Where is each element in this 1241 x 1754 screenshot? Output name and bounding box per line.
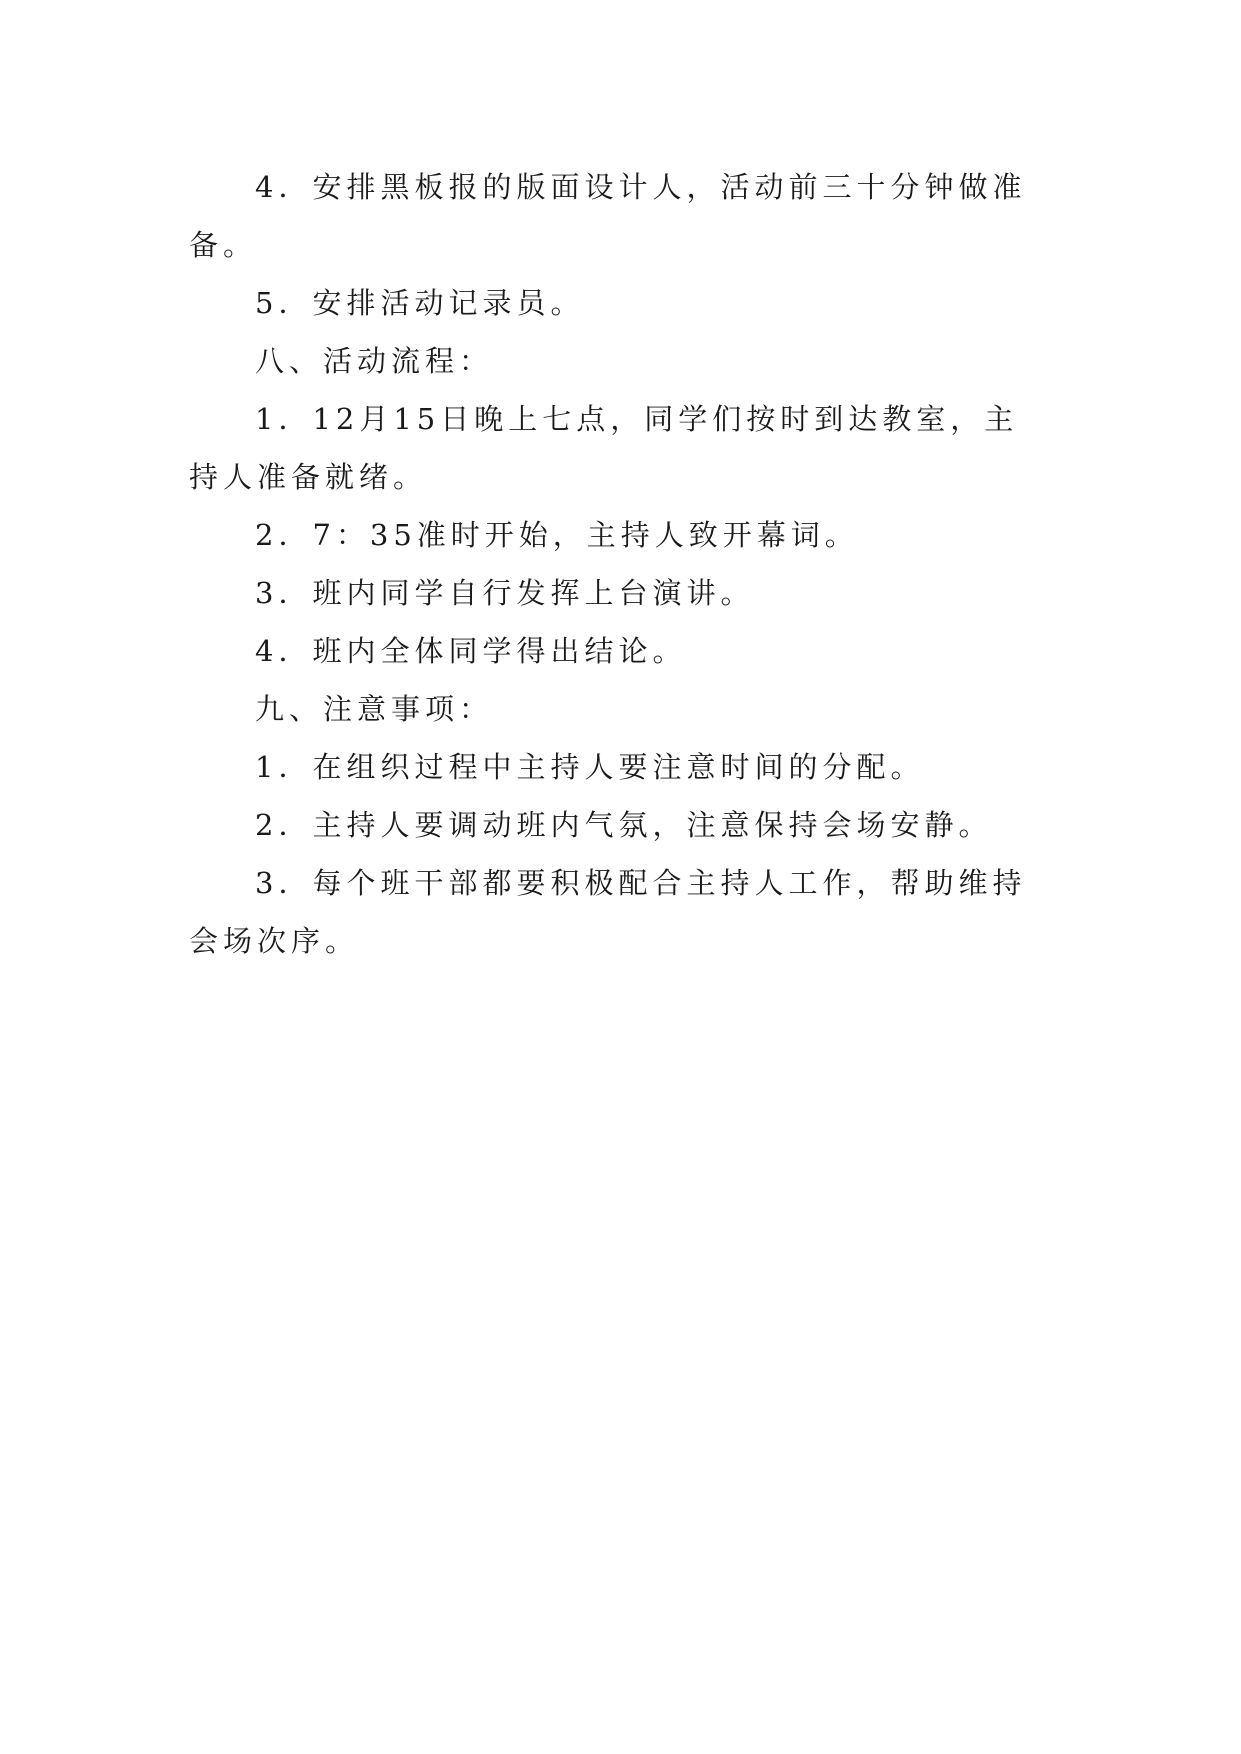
section-heading-activity-flow: 八、活动流程：	[255, 344, 494, 378]
list-item-flow-1: 1．12月15日晚上七点，同学们按时到达教室，主持人准备就绪。	[189, 402, 1019, 494]
list-item-flow-4: 4．班内全体同学得出结论。	[255, 634, 687, 668]
list-item-blackboard-design: 4．安排黑板报的版面设计人，活动前三十分钟做准备。	[189, 170, 1027, 262]
list-item-recorder: 5．安排活动记录员。	[255, 286, 585, 320]
list-item-note-1: 1．在组织过程中主持人要注意时间的分配。	[255, 750, 925, 784]
document-body	[189, 158, 1051, 970]
list-item-flow-2: 2．7：35准时开始，主持人致开幕词。	[255, 518, 859, 552]
section-heading-notes: 九、注意事项：	[255, 692, 494, 726]
list-item-flow-3: 3．班内同学自行发挥上台演讲。	[255, 576, 755, 610]
list-item-note-3: 3．每个班干部都要积极配合主持人工作，帮助维持会场次序。	[189, 866, 1027, 958]
list-item-note-2: 2．主持人要调动班内气氛，注意保持会场安静。	[255, 808, 993, 842]
